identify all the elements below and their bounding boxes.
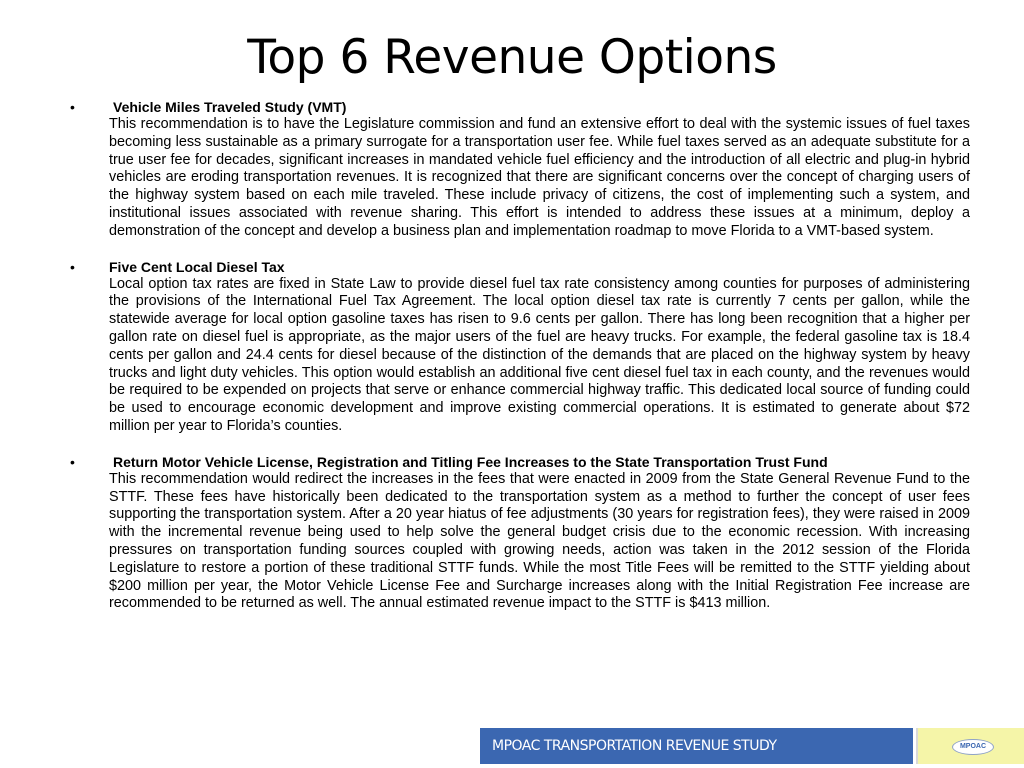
bullet-heading: Return Motor Vehicle License, Registration and Titling Fee Increases to the State Transportation Trust Fund — [113, 453, 828, 470]
bullet-item-vmt — [70, 98, 970, 241]
footer — [480, 728, 1022, 764]
slide-title: Top 6 Revenue Options — [247, 30, 777, 85]
bullet-list — [70, 98, 970, 613]
mpoac-logo: MPOAC — [952, 739, 994, 755]
bullet-dot: • — [70, 99, 75, 115]
bullet-body: This recommendation is to have the Legislature commission and fund an extensive effort to deal with the systemic issues of fuel taxes becoming less sustainable as a primary surrogate for a transportation user fee. While fuel taxes served as an adequate substitute for a true user fee for decades, significant increases in mandated vehicle fuel efficiency and the introduction of all electric and plug-in hybrid vehicles are eroding transportation revenues. It is recognized that there are significant concerns over the concept of charging users of the highway system based on each mile traveled. These include privacy of citizens, the cost of implementing such a system, and institutional issues associated with revenue sharing. This effort is intended to address these issues at a minimum, deploy a demonstration of the concept and develop a business plan and implementation roadmap to move Florida to a VMT-based system. — [109, 116, 970, 239]
bullet-item-fee-increases — [70, 453, 970, 613]
bullet-item-diesel-tax — [70, 258, 970, 436]
footer-title: MPOAC TRANSPORTATION REVENUE STUDY — [480, 728, 913, 764]
bullet-body: This recommendation would redirect the increases in the fees that were enacted in 2009 from the State General Revenue Fund to the STTF. These fees have historically been dedicated to the transportation system as a method to further the concept of user fees supporting the transportation system. After a 20 year hiatus of fee adjustments (30 years for registration fees), they were raised in 2009 with the incremental revenue being used to help solve the general budget crisis due to the economic recession. With increasing pressures on transportation funding sources coupled with growing needs, action was taken in the 2012 session of the Florida Legislature to restore a portion of these traditional STTF funds. While the most Title Fees will be remitted to the STTF yielding about $200 million per year, the Motor Vehicle License Fee and Surcharge increases along with the Initial Registration Fee increase are recommended to be returned as well. The annual estimated revenue impact to the STTF is $413 million. — [109, 470, 970, 612]
bullet-body: Local option tax rates are fixed in State Law to provide diesel fuel tax rate consistency among counties for purposes of administering the provisions of the International Fuel Tax Agreement. The local option diesel tax rate is currently 7 cents per gallon, while the statewide average for local option gasoline taxes has risen to 9.6 cents per gallon. There has long been recognition that a higher per gallon rate on diesel fuel is appropriate, as the major users of the fuel are heavy trucks. For example, the federal gasoline tax is 18.4 cents per gallon and 24.4 cents for diesel because of the distinction of the demands that are placed on the highway system by heavy trucks and light duty vehicles. This option would establish an additional five cent diesel fuel tax in each county, and the revenues would be required to be expended on projects that serve or enhance commercial highway traffic. This dedicated local source of funding could be used to encourage economic development and improve existing commercial operations. It is estimated to generate about $72 million per year to Florida’s counties. — [109, 275, 970, 434]
footer-logo-area — [916, 728, 1024, 764]
bullet-dot: • — [70, 453, 75, 470]
bullet-heading: Vehicle Miles Traveled Study (VMT) — [113, 99, 347, 115]
bullet-dot: • — [70, 258, 75, 275]
bullet-heading: Five Cent Local Diesel Tax — [109, 258, 285, 275]
